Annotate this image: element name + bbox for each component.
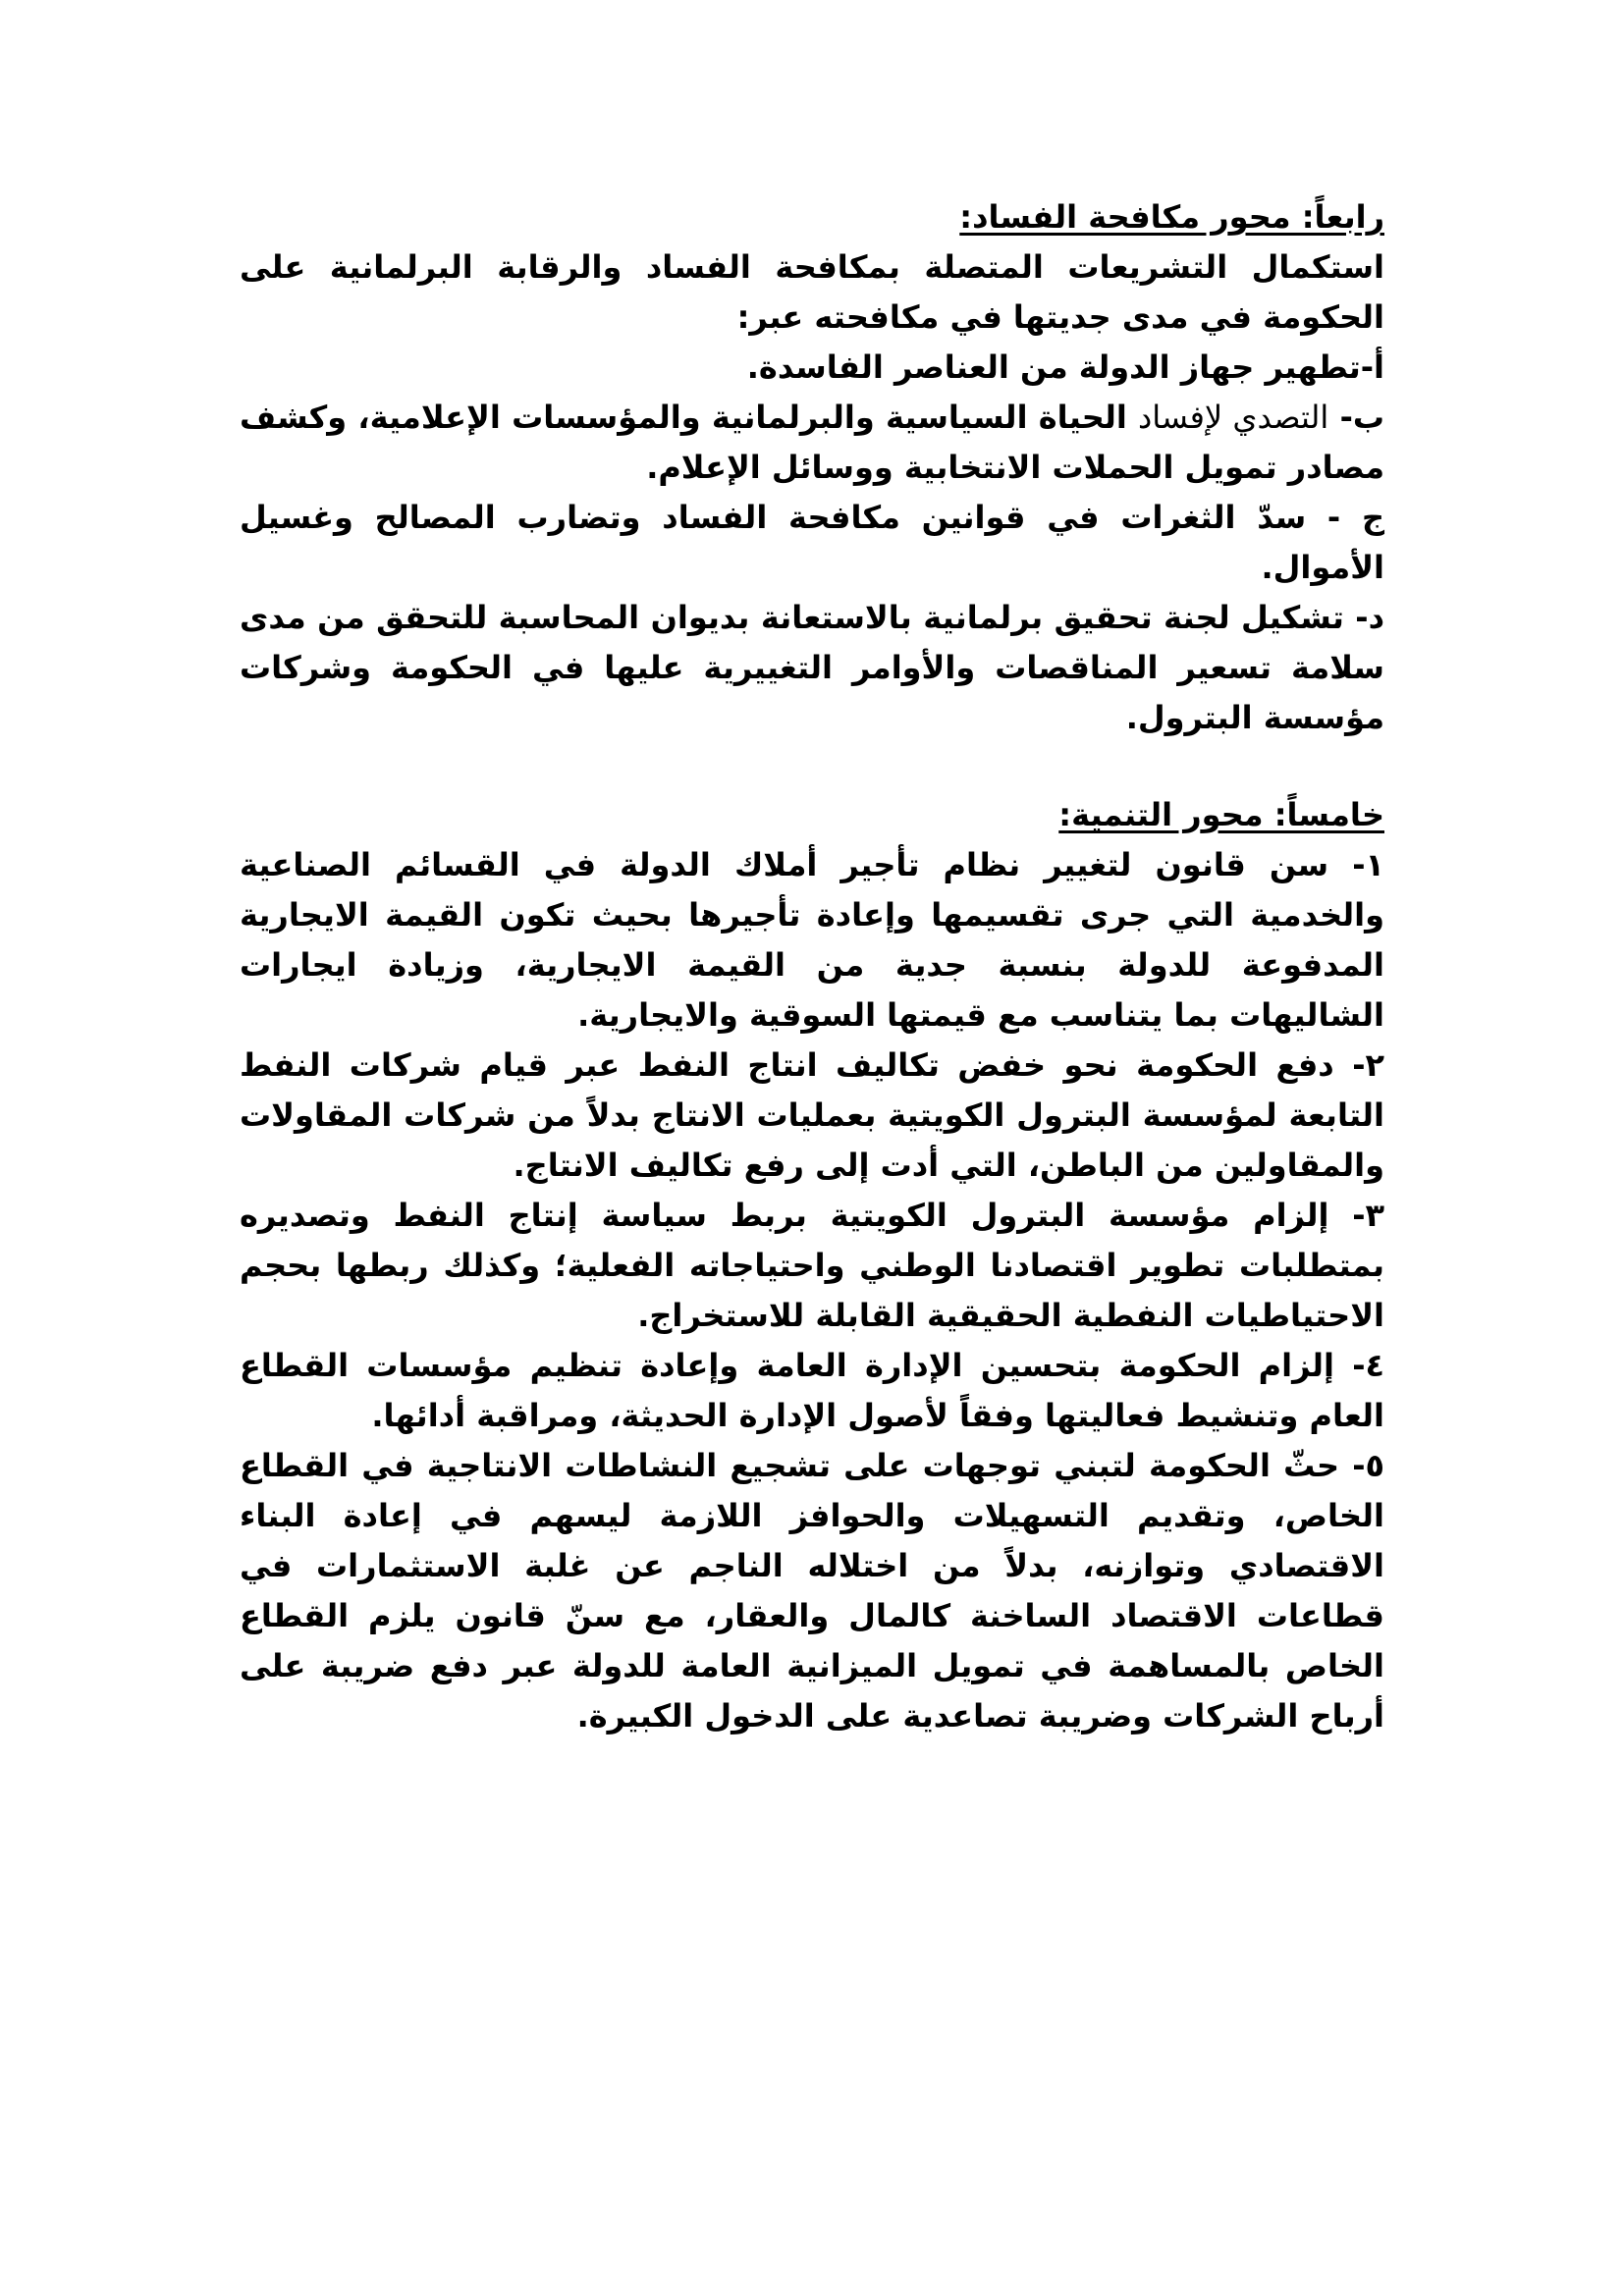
- list-item-2: ٢- دفع الحكومة نحو خفض تكاليف انتاج النفط عبر قيام شركات النفط التابعة لمؤسسة البترول الكويتية بعمليات الانتاج بدلاً من شركات المقاولات والمقاولين من الباطن، التي أدت إلى رفع تكاليف الانتاج.: [240, 1046, 1384, 1184]
- list-item-b-light-text: التصدي لإفساد: [1138, 399, 1329, 436]
- list-item-b: [240, 393, 1384, 493]
- section-heading-development: خامساً: محور التنمية:: [1058, 796, 1384, 833]
- section-development: [240, 790, 1384, 1741]
- list-item-1: ١- سن قانون لتغيير نظام تأجير أملاك الدولة في القسائم الصناعية والخدمية التي جرى تقسيمها وإعادة تأجيرها بحيث تكون القيمة الايجارية المدفوعة للدولة بنسبة جدية من القيمة الايجارية، وزيادة ايجارات الشاليهات بما يتناسب مع قيمتها السوقية والايجارية.: [240, 846, 1384, 1034]
- section-heading-anti-corruption: رابعاً: محور مكافحة الفساد:: [959, 198, 1384, 236]
- list-item-b-text: الحياة السياسية والبرلمانية والمؤسسات الإعلامية، وكشف مصادر تمويل الحملات الانتخابية ووسائل الإعلام.: [240, 399, 1384, 486]
- list-item-a: أ-تطهير جهاز الدولة من العناصر الفاسدة.: [746, 348, 1384, 386]
- list-item-5: ٥- حثّ الحكومة لتبني توجهات على تشجيع النشاطات الانتاجية في القطاع الخاص، وتقديم التسهيلات والحوافز اللازمة ليسهم في إعادة البناء الاقتصادي وتوازنه، بدلاً من اختلاله الناجم عن غلبة الاستثمارات في قطاعات الاقتصاد الساخنة كالمال والعقار، مع سنّ قانون يلزم القطاع الخاص بالمساهمة في تمويل الميزانية العامة للدولة عبر دفع ضريبة على أرباح الشركات وضريبة تصاعدية على الدخول الكبيرة.: [240, 1447, 1384, 1735]
- document-page: [240, 192, 1384, 1741]
- list-item-4: ٤- إلزام الحكومة بتحسين الإدارة العامة وإعادة تنظيم مؤسسات القطاع العام وتنشيط فعاليتها وفقاً لأصول الإدارة الحديثة، ومراقبة أدائها.: [240, 1347, 1384, 1434]
- section-intro-paragraph: استكمال التشريعات المتصلة بمكافحة الفساد والرقابة البرلمانية على الحكومة في مدى جديتها في مكافحته عبر:: [240, 248, 1384, 336]
- list-item-d: د- تشكيل لجنة تحقيق برلمانية بالاستعانة بديوان المحاسبة للتحقق من مدى سلامة تسعير المناقصات والأوامر التغييرية عليها في الحكومة وشركات مؤسسة البترول.: [240, 599, 1384, 736]
- list-item-c: ج - سدّ الثغرات في قوانين مكافحة الفساد وتضارب المصالح وغسيل الأموال.: [240, 499, 1384, 586]
- list-item-3: ٣- إلزام مؤسسة البترول الكويتية بربط سياسة إنتاج النفط وتصديره بمتطلبات تطوير اقتصادنا الوطني واحتياجاته الفعلية؛ وكذلك ربطها بحجم الاحتياطيات النفطية الحقيقية القابلة للاستخراج.: [240, 1197, 1384, 1334]
- list-item-b-prefix: ب-: [1328, 399, 1384, 436]
- section-spacer: [240, 743, 1384, 790]
- section-anti-corruption: [240, 192, 1384, 743]
